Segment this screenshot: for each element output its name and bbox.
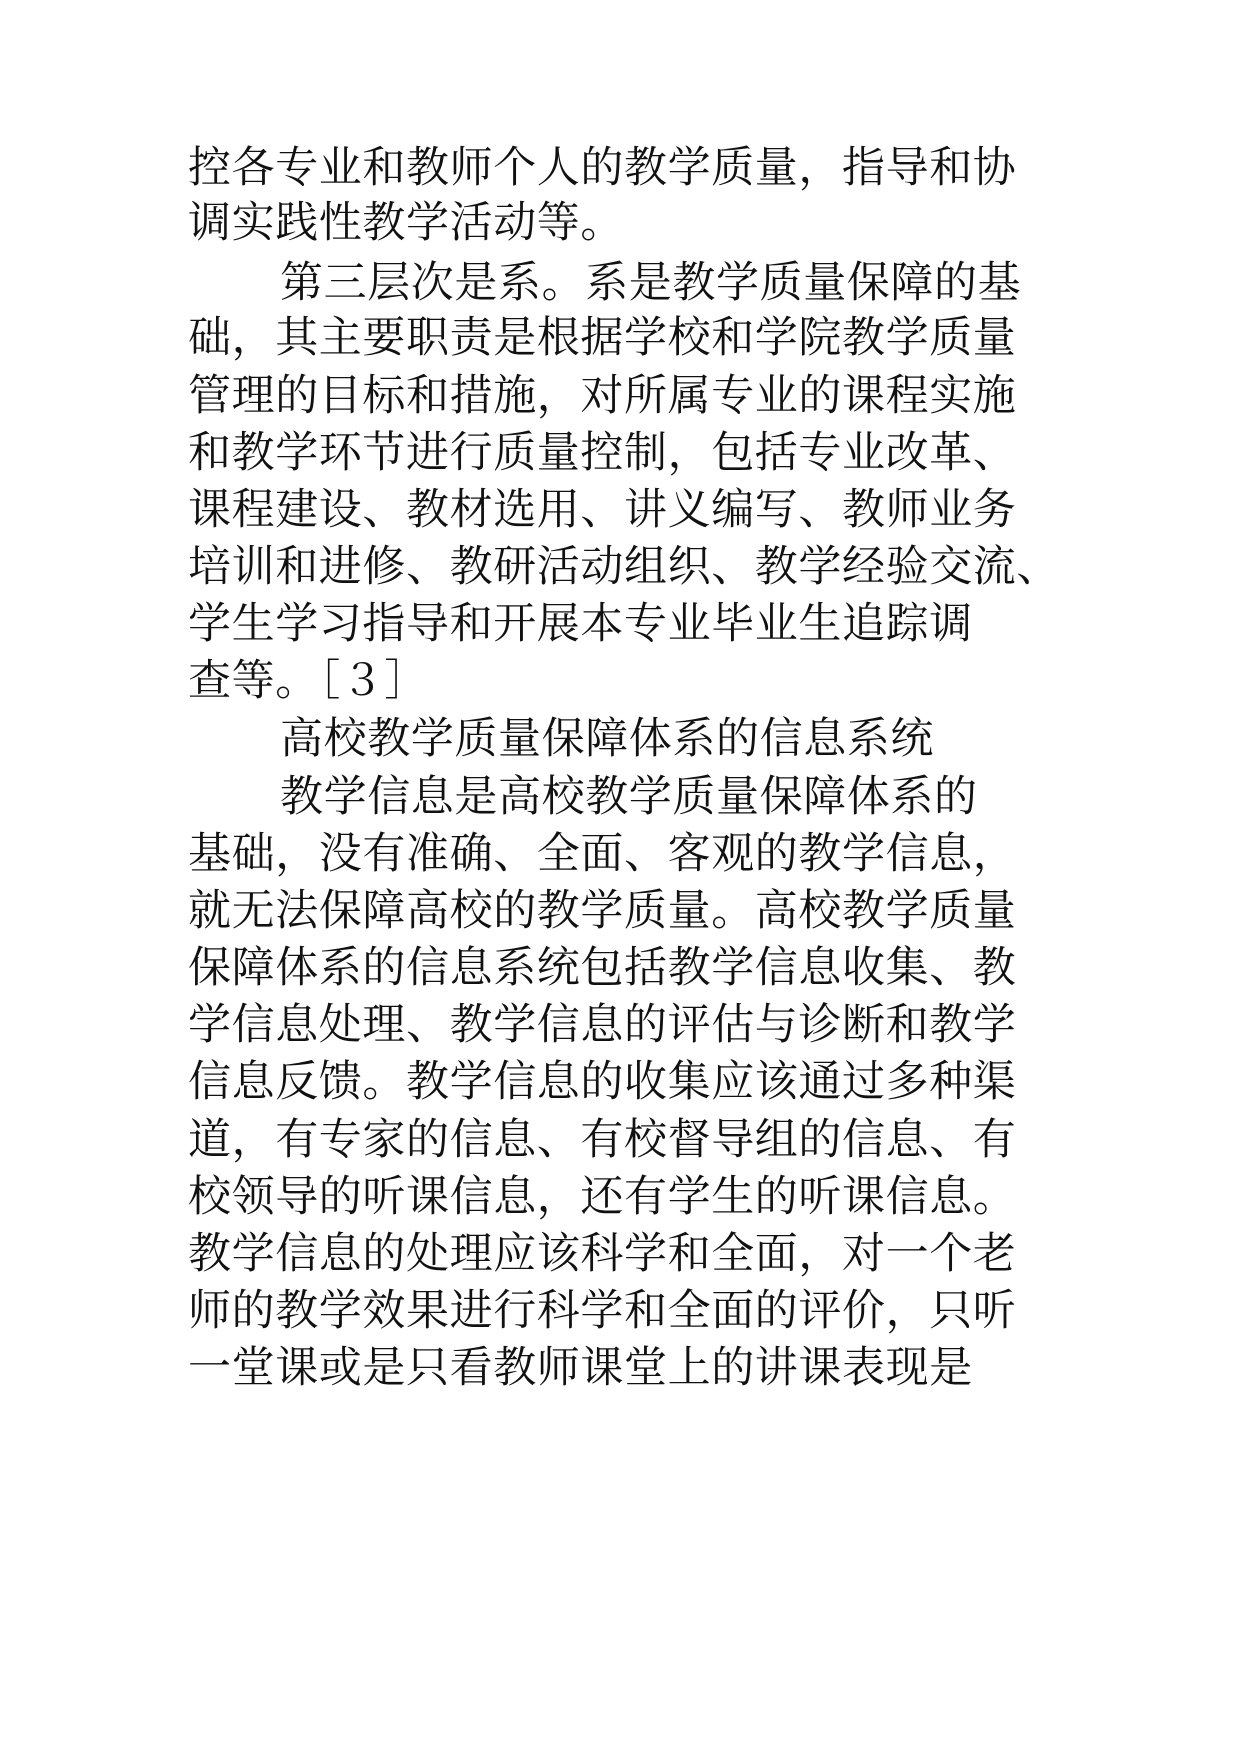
text-line: 调实践性教学活动等。 bbox=[188, 198, 624, 248]
text-line: 基础，没有准确、全面、客观的教学信息， bbox=[188, 829, 1017, 879]
text-line: 和教学环节进行质量控制，包括专业改革、 bbox=[188, 428, 1017, 478]
text-line: 一堂课或是只看教师课堂上的讲课表现是 bbox=[188, 1343, 973, 1393]
text-line: 保障体系的信息系统包括教学信息收集、教 bbox=[188, 943, 1017, 993]
text-line: 学生学习指导和开展本专业毕业生追踪调 bbox=[188, 599, 973, 649]
text-line: 管理的目标和措施，对所属专业的课程实施 bbox=[188, 371, 1017, 421]
text-line: 道，有专家的信息、有校督导组的信息、有 bbox=[188, 1115, 1017, 1165]
text-line: 信息反馈。教学信息的收集应该通过多种渠 bbox=[188, 1057, 1017, 1107]
text-line: 础，其主要职责是根据学校和学院教学质量 bbox=[188, 313, 1017, 363]
text-line: 学信息处理、教学信息的评估与诊断和教学 bbox=[188, 1000, 1017, 1050]
text-line: 培训和进修、教研活动组织、教学经验交流、 bbox=[188, 542, 1060, 592]
text-line-citation: 查等。［３］ bbox=[188, 656, 429, 706]
text-line: 课程建设、教材选用、讲义编写、教师业务 bbox=[188, 485, 1017, 535]
text-line: 教学信息的处理应该科学和全面，对一个老 bbox=[188, 1229, 1017, 1279]
text-line: 就无法保障高校的教学质量。高校教学质量 bbox=[188, 886, 1017, 936]
paragraph-start-line: 教学信息是高校教学质量保障体系的 bbox=[280, 772, 978, 822]
text-line: 控各专业和教师个人的教学质量，指导和协 bbox=[188, 143, 1017, 193]
paragraph-start-line: 第三层次是系。系是教学质量保障的基 bbox=[280, 258, 1022, 308]
section-heading: 高校教学质量保障体系的信息系统 bbox=[280, 714, 934, 764]
text-line: 师的教学效果进行科学和全面的评价，只听 bbox=[188, 1286, 1017, 1336]
text-line: 校领导的听课信息，还有学生的听课信息。 bbox=[188, 1172, 1017, 1222]
